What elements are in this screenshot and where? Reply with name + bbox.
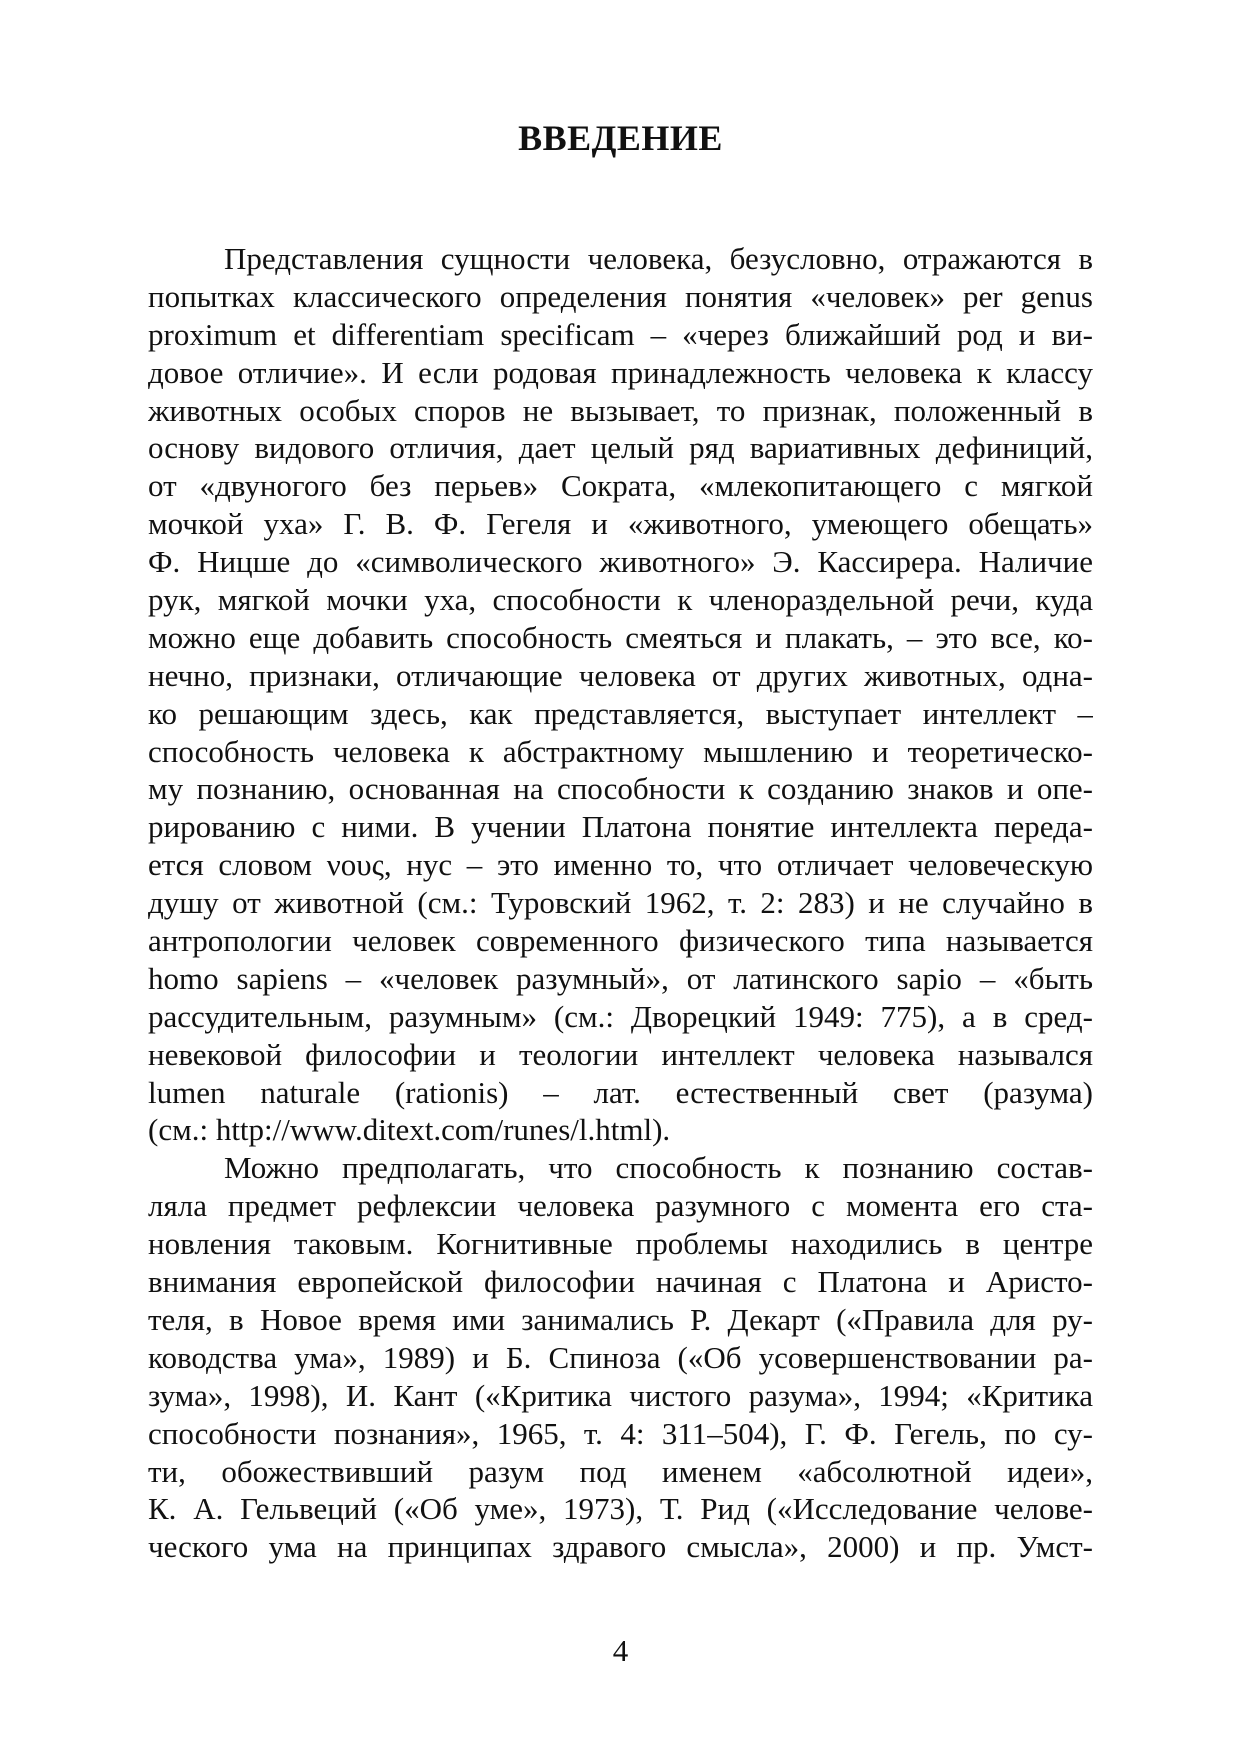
text-line: lumen naturale (rationis) – лат. естественный свет (разума) bbox=[148, 1074, 1093, 1110]
text-line: внимания европейской философии начиная с Платона и Аристо- bbox=[148, 1264, 1093, 1300]
text-line: ко решающим здесь, как представляется, выступает интеллект – bbox=[148, 695, 1093, 731]
text-line: невековой философии и теологии интеллект человека назывался bbox=[148, 1036, 1093, 1072]
text-line: антропологии человек современного физического типа называется bbox=[148, 923, 1093, 959]
text-line: рук, мягкой мочки уха, способности к членораздельной речи, куда bbox=[148, 582, 1093, 618]
paragraph-2 bbox=[148, 1149, 1093, 1566]
text-line: новления таковым. Когнитивные проблемы находились в центре bbox=[148, 1226, 1093, 1262]
text-line: К. А. Гельвеций («Об уме», 1973), Т. Рид («Исследование челове- bbox=[148, 1491, 1093, 1527]
text-line: му познанию, основанная на способности к созданию знаков и опе- bbox=[148, 771, 1093, 807]
text-line: животных особых споров не вызывает, то признак, положенный в bbox=[148, 392, 1093, 428]
page-number: 4 bbox=[612, 1633, 629, 1668]
text-line: Ф. Ницше до «символического животного» Э. Кассирера. Наличие bbox=[148, 544, 1093, 580]
text-line: мочкой уха» Г. В. Ф. Гегеля и «животного, умеющего обещать» bbox=[148, 506, 1093, 542]
text-line: теля, в Новое время ими занимались Р. Декарт («Правила для ру- bbox=[148, 1301, 1093, 1337]
text-line: ководства ума», 1989) и Б. Спиноза («Об усовершенствовании ра- bbox=[148, 1339, 1093, 1375]
text-line: способности познания», 1965, т. 4: 311–504), Г. Ф. Гегель, по су- bbox=[148, 1415, 1093, 1451]
chapter-heading: ВВЕДЕНИЕ bbox=[518, 118, 723, 158]
paragraph-1 bbox=[148, 240, 1093, 1149]
text-line: ческого ума на принципах здравого смысла», 2000) и пр. Умст- bbox=[148, 1529, 1093, 1565]
text-line: homo sapiens – «человек разумный», от латинского sapio – «быть bbox=[148, 960, 1093, 996]
text-line: нечно, признаки, отличающие человека от других животных, одна- bbox=[148, 657, 1093, 693]
text-line: Можно предполагать, что способность к познанию состав- bbox=[224, 1150, 1093, 1186]
text-line: proximum et differentiam specificam – «через ближайший род и ви- bbox=[148, 316, 1093, 352]
text-line: Представления сущности человека, безусловно, отражаются в bbox=[224, 241, 1093, 276]
text-line: рассудительным, разумным» (см.: Дворецкий 1949: 775), а в сред- bbox=[148, 998, 1093, 1034]
text-line: ется словом νους, нус – это именно то, что отличает человеческую bbox=[148, 847, 1093, 883]
text-line: зума», 1998), И. Кант («Критика чистого разума», 1994; «Критика bbox=[148, 1377, 1093, 1413]
text-line: от «двуногого без перьев» Сократа, «млекопитающего с мягкой bbox=[148, 468, 1093, 504]
text-line: ляла предмет рефлексии человека разумного с момента его ста- bbox=[148, 1188, 1093, 1224]
text-line: ти, обожествивший разум под именем «абсолютной идеи», bbox=[148, 1453, 1093, 1489]
text-line: способность человека к абстрактному мышлению и теоретическо- bbox=[148, 733, 1093, 769]
body-text bbox=[148, 240, 1093, 1566]
text-line: рированию с ними. В учении Платона понятие интеллекта переда- bbox=[148, 809, 1093, 845]
text-line: (см.: http://www.ditext.com/runes/l.html). bbox=[148, 1112, 671, 1148]
text-line: довое отличие». И если родовая принадлежность человека к классу bbox=[148, 354, 1093, 390]
text-line: основу видового отличия, дает целый ряд вариативных дефиниций, bbox=[148, 430, 1093, 466]
text-line: душу от животной (см.: Туровский 1962, т. 2: 283) и не случайно в bbox=[148, 885, 1093, 921]
text-line: попытках классического определения понятия «человек» per genus bbox=[148, 278, 1093, 314]
text-line: можно еще добавить способность смеяться и плакать, – это все, ко- bbox=[148, 619, 1093, 655]
